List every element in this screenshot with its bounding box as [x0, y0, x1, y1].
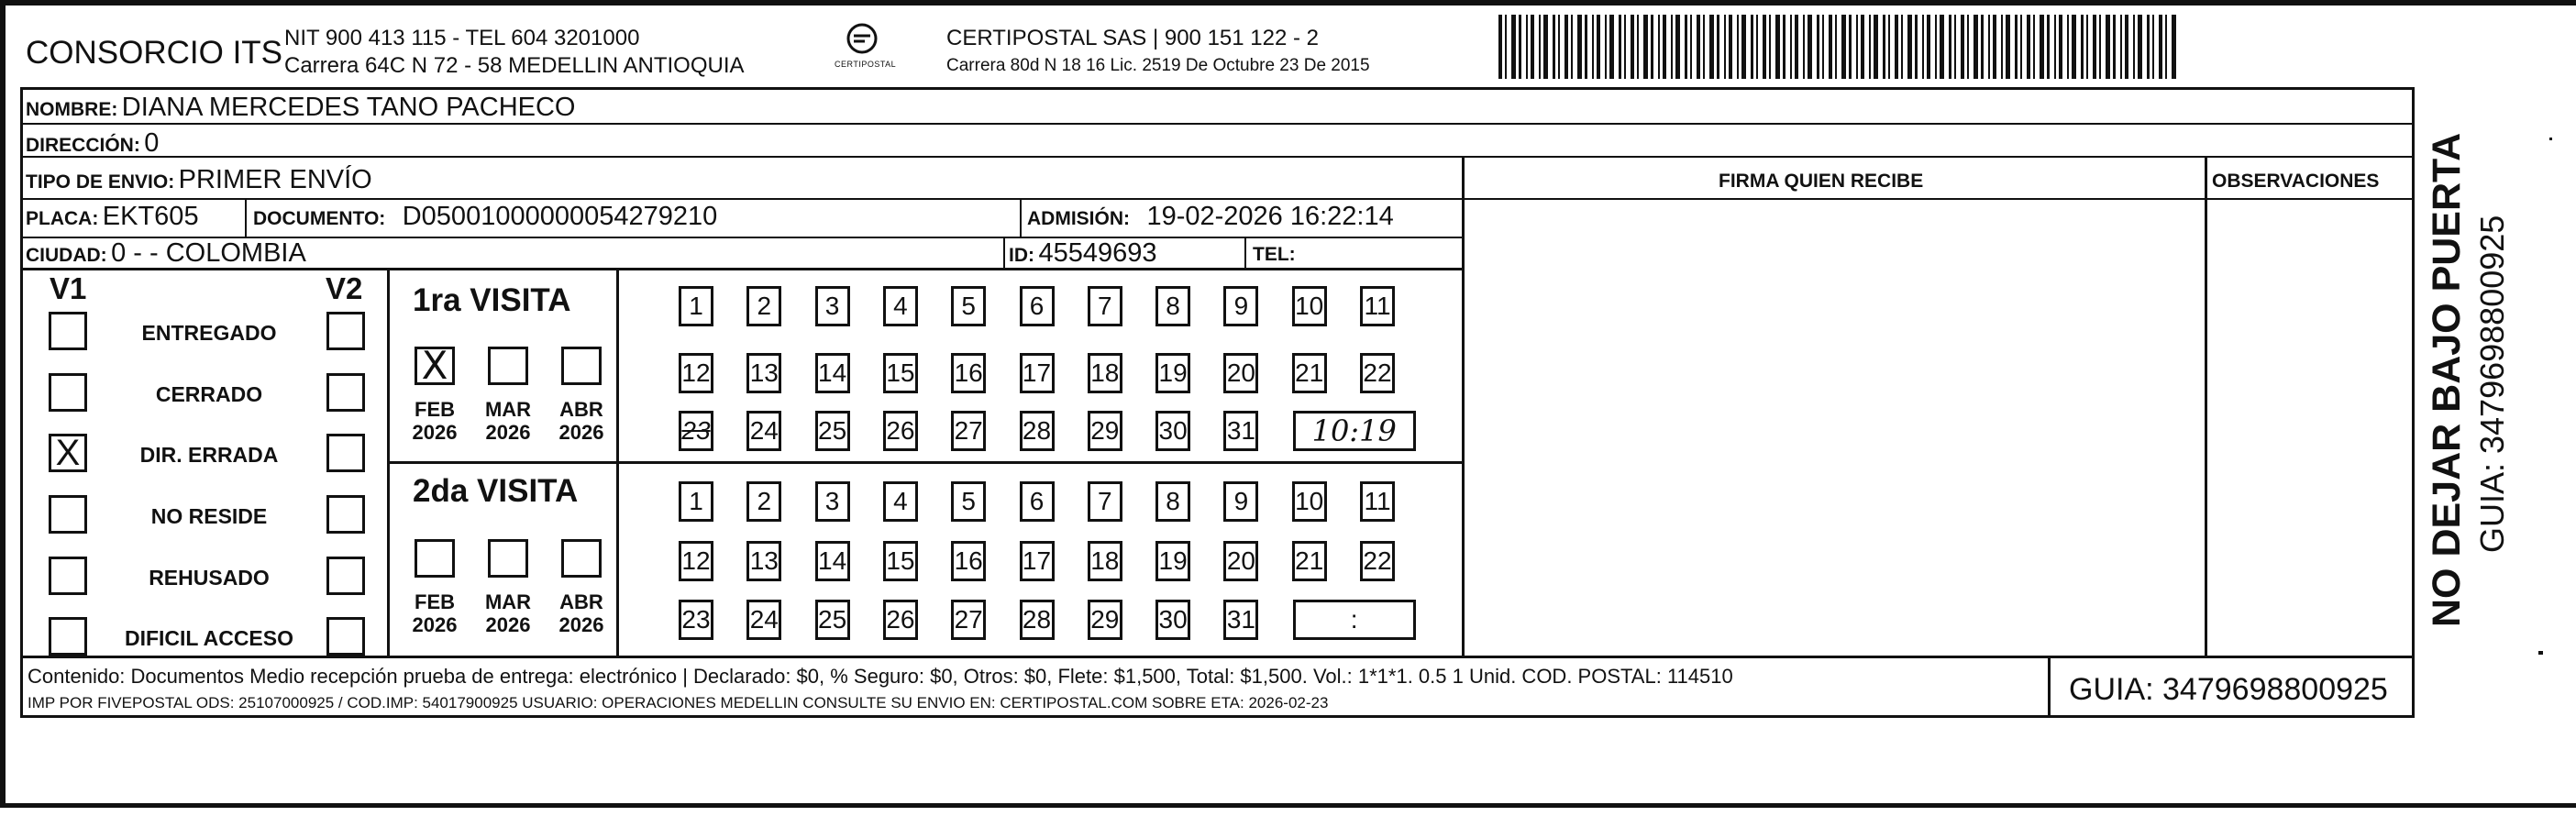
barcode-bar — [1915, 15, 1918, 79]
barcode-bar — [1558, 15, 1560, 79]
second-visit-day-14[interactable]: 14 — [815, 541, 850, 581]
second-visit-day-19[interactable]: 19 — [1155, 541, 1190, 581]
second-visit-day-5[interactable]: 5 — [951, 481, 986, 522]
ciudad-value: 0 - - COLOMBIA — [111, 238, 306, 268]
first-visit-day-30[interactable]: 30 — [1155, 411, 1190, 451]
first-visit-day-11[interactable]: 11 — [1360, 286, 1395, 326]
second-visit-month-feb[interactable] — [415, 539, 455, 578]
barcode-bar — [1605, 15, 1607, 79]
first-visit-day-7[interactable]: 7 — [1088, 286, 1122, 326]
barcode-bar — [1922, 15, 1924, 79]
barcode-bar — [1609, 15, 1614, 79]
barcode-bar — [1675, 15, 1680, 79]
bottom-border — [0, 803, 2576, 808]
barcode-bar — [1822, 15, 1824, 79]
admision-label: ADMISIÓN: — [1027, 208, 1130, 229]
certipostal-logo — [830, 20, 897, 75]
barcode-bar — [1940, 15, 1944, 79]
barcode-bar — [1861, 15, 1864, 79]
barcode-bar — [1729, 15, 1732, 79]
form-frame — [20, 87, 2415, 718]
barcode-bar — [1935, 15, 1937, 79]
second-visit-day-15[interactable]: 15 — [883, 541, 918, 581]
placa-label: PLACA: — [26, 208, 99, 229]
barcode-bar — [1526, 15, 1528, 79]
barcode-bar — [1505, 15, 1507, 79]
first-visit-month-label: MAR 2026 — [484, 398, 532, 445]
barcode-bar — [2040, 15, 2044, 79]
barcode-bar — [2106, 15, 2110, 79]
row-line — [1462, 198, 2415, 200]
barcode-bar — [1869, 15, 1871, 79]
second-visit-day-1[interactable]: 1 — [679, 481, 713, 522]
nombre-value: DIANA MERCEDES TANO PACHECO — [121, 93, 576, 122]
second-visit-day-8[interactable]: 8 — [1155, 481, 1190, 522]
barcode-bar — [1988, 15, 1990, 79]
first-visit-day-24[interactable]: 24 — [746, 411, 781, 451]
second-visit-day-25[interactable]: 25 — [815, 600, 850, 640]
barcode-bar — [1592, 15, 1594, 79]
barcode-bar — [1585, 15, 1587, 79]
first-visit-day-10[interactable]: 10 — [1292, 286, 1327, 326]
barcode-bar — [1888, 15, 1890, 79]
second-visit-time[interactable]: : — [1293, 600, 1416, 640]
first-visit-day-6[interactable]: 6 — [1020, 286, 1055, 326]
second-visit-day-21[interactable]: 21 — [1292, 541, 1327, 581]
v2-checkbox-no-reside[interactable] — [326, 495, 365, 534]
barcode-bar — [2086, 15, 2088, 79]
barcode-bar — [2006, 15, 2010, 79]
barcode-bar — [1981, 15, 1984, 79]
barcode-bar — [2054, 15, 2056, 79]
first-visit-day-4[interactable]: 4 — [883, 286, 918, 326]
barcode-bar — [1841, 15, 1846, 79]
nit-line: NIT 900 413 115 - TEL 604 3201000 — [284, 26, 640, 50]
second-visit-day-27[interactable]: 27 — [951, 600, 986, 640]
tipo-label: TIPO DE ENVIO: — [26, 171, 175, 193]
barcode-bar — [1671, 15, 1673, 79]
direccion-value: 0 — [144, 128, 160, 158]
first-visit-title: 1ra VISITA — [413, 282, 571, 318]
tipo-row — [26, 167, 372, 193]
second-visit-title: 2da VISITA — [413, 473, 579, 509]
documento-value: D05001000000054279210 — [402, 202, 718, 231]
guia-vertical: GUIA: 3479698800925 — [2473, 215, 2511, 553]
barcode-bar — [2072, 15, 2076, 79]
barcode-bar — [2165, 15, 2167, 79]
barcode-bar — [1927, 15, 1930, 79]
nombre-label: NOMBRE: — [26, 99, 118, 120]
ciudad-label: CIUDAD: — [26, 245, 107, 266]
v1-checkbox-dir-errada[interactable]: X — [49, 434, 87, 472]
second-visit-day-9[interactable]: 9 — [1223, 481, 1258, 522]
first-visit-day-9[interactable]: 9 — [1223, 286, 1258, 326]
placa-value: EKT605 — [102, 202, 199, 231]
first-visit-month-label: FEB 2026 — [412, 398, 458, 445]
barcode-bar — [2099, 15, 2101, 79]
v2-checkbox-entregado[interactable] — [326, 312, 365, 350]
barcode-bar — [1658, 15, 1660, 79]
second-visit-day-20[interactable]: 20 — [1223, 541, 1258, 581]
first-visit-day-16[interactable]: 16 — [951, 353, 986, 393]
barcode-bar — [1637, 15, 1639, 79]
status-label-dificil-acceso: DIFICIL ACCESO — [124, 626, 293, 650]
second-visit-day-16[interactable]: 16 — [951, 541, 986, 581]
direccion-row — [26, 130, 159, 157]
barcode-bar — [1685, 15, 1687, 79]
no-dejar-bajo-puerta: NO DEJAR BAJO PUERTA — [2425, 132, 2469, 627]
barcode-bar — [2159, 15, 2162, 79]
barcode-bar — [1835, 15, 1837, 79]
logo-text: CERTIPOSTAL — [835, 60, 897, 69]
barcode-bar — [2093, 15, 2096, 79]
barcode-bar — [1564, 15, 1568, 79]
barcode-bar — [1724, 15, 1726, 79]
barcode-bar — [1498, 15, 1502, 79]
barcode-bar — [1741, 15, 1746, 79]
first-visit-day-18[interactable]: 18 — [1088, 353, 1122, 393]
id-label: ID: — [1009, 245, 1034, 266]
first-visit-day-19[interactable]: 19 — [1155, 353, 1190, 393]
col-line — [245, 200, 247, 237]
col-line — [2048, 658, 2051, 718]
barcode-bar — [2015, 15, 2018, 79]
barcode-bar — [1709, 15, 1714, 79]
second-visit-month-abr[interactable] — [561, 539, 602, 578]
status-label-rehusado: REHUSADO — [149, 566, 270, 590]
first-visit-day-13[interactable]: 13 — [746, 353, 781, 393]
ciudad-row — [26, 240, 306, 267]
barcode-bar — [1571, 15, 1573, 79]
nombre-row — [26, 94, 575, 121]
first-visit-day-17[interactable]: 17 — [1020, 353, 1055, 393]
guia-footer: GUIA: 3479698800925 — [2069, 672, 2388, 707]
first-visit-day-20[interactable]: 20 — [1223, 353, 1258, 393]
second-visit-day-2[interactable]: 2 — [746, 481, 781, 522]
v1-checkbox-rehusado[interactable] — [49, 557, 87, 595]
second-visit-month-mar[interactable] — [488, 539, 528, 578]
second-visit-day-11[interactable]: 11 — [1360, 481, 1395, 522]
row-line — [20, 156, 2415, 158]
first-visit-day-25[interactable]: 25 — [815, 411, 850, 451]
second-visit-day-3[interactable]: 3 — [815, 481, 850, 522]
first-visit-day-26[interactable]: 26 — [883, 411, 918, 451]
col-line — [1244, 237, 1246, 268]
imp-line: IMP POR FIVEPOSTAL ODS: 25107000925 / COD.IMP: 54017900925 USUARIO: OPERACIONES MEDELLIN CONSULTE SU ENVIO EN: CERTIPOSTAL.COM SOBRE ETA: 2026-02-23 — [28, 694, 1329, 711]
col-line — [1003, 237, 1005, 268]
barcode-bar — [2067, 15, 2069, 79]
tipo-value: PRIMER ENVÍO — [178, 165, 372, 194]
address-line: Carrera 64C N 72 - 58 MEDELLIN ANTIOQUIA — [284, 53, 745, 78]
first-visit-month-label: ABR 2026 — [558, 398, 604, 445]
contenido-line: Contenido: Documentos Medio recepción prueba de entrega: electrónico | Declarado: $0, % Seguro: $0, Otros: $0, Flete: $1,500, Total: $1,500. Vol.: 1*1*1. 0.5 1 Unid. COD. POSTAL: 114510 — [28, 665, 1733, 688]
carrier-address: Carrera 80d N 18 16 Lic. 2519 De Octubre 23 De 2015 — [946, 56, 1370, 75]
barcode-bar — [2133, 15, 2135, 79]
barcode-bar — [1993, 15, 1996, 79]
barcode-bar — [1829, 15, 1832, 79]
barcode-bar — [2113, 15, 2116, 79]
tel-label: TEL: — [1253, 244, 1296, 265]
first-visit-day-2[interactable]: 2 — [746, 286, 781, 326]
barcode-bar — [1783, 15, 1786, 79]
barcode-bar — [2027, 15, 2030, 79]
barcode-bar — [1511, 15, 1516, 79]
placa-row — [26, 204, 199, 230]
barcode-bar — [1954, 15, 1956, 79]
documento-label: DOCUMENTO: — [253, 208, 386, 229]
second-visit-day-7[interactable]: 7 — [1088, 481, 1122, 522]
top-border — [0, 0, 2576, 6]
admision-row — [1027, 204, 1394, 230]
second-visit-day-29[interactable]: 29 — [1088, 600, 1122, 640]
barcode-bar — [1901, 15, 1903, 79]
barcode-bar — [1756, 15, 1758, 79]
second-visit-day-13[interactable]: 13 — [746, 541, 781, 581]
status-label-no-reside: NO RESIDE — [150, 504, 268, 528]
barcode-bar — [1643, 15, 1648, 79]
second-visit-day-24[interactable]: 24 — [746, 600, 781, 640]
barcode-bar — [1808, 15, 1812, 79]
barcode-bar — [1543, 15, 1548, 79]
v2-checkbox-dir-errada[interactable] — [326, 434, 365, 472]
first-visit-month-feb[interactable]: X — [415, 347, 455, 385]
first-visit-day-29[interactable]: 29 — [1088, 411, 1122, 451]
id-row — [1009, 240, 1156, 267]
barcode-bar — [1631, 15, 1634, 79]
first-visit-day-5[interactable]: 5 — [951, 286, 986, 326]
firma-label: FIRMA QUIEN RECIBE — [1719, 171, 1924, 192]
first-visit-day-21[interactable]: 21 — [1292, 353, 1327, 393]
status-label-cerrado: CERRADO — [155, 382, 263, 406]
v1-checkbox-entregado[interactable] — [49, 312, 87, 350]
barcode-bar — [2047, 15, 2050, 79]
barcode-bar — [1856, 15, 1858, 79]
barcode-bar — [1961, 15, 1964, 79]
second-visit-day-23[interactable]: 23 — [679, 600, 713, 640]
barcode-bar — [1803, 15, 1805, 79]
second-visit-day-12[interactable]: 12 — [679, 541, 713, 581]
first-visit-day-22[interactable]: 22 — [1360, 353, 1395, 393]
first-visit-day-28[interactable]: 28 — [1020, 411, 1055, 451]
barcode-bar — [1967, 15, 1969, 79]
second-visit-day-26[interactable]: 26 — [883, 600, 918, 640]
second-visit-day-10[interactable]: 10 — [1292, 481, 1327, 522]
barcode-bar — [1895, 15, 1898, 79]
barcode-bar — [2125, 15, 2128, 79]
admision-value: 19-02-2026 16:22:14 — [1146, 202, 1394, 231]
barcode-bar — [1907, 15, 1912, 79]
barcode-bar — [2033, 15, 2035, 79]
barcode-bar — [1531, 15, 1534, 79]
barcode-bar — [1763, 15, 1766, 79]
barcode-bar — [1519, 15, 1521, 79]
barcode-bar — [1690, 15, 1692, 79]
stray-dot — [2538, 651, 2543, 655]
row-line — [20, 123, 2415, 125]
first-visit-day-14[interactable]: 14 — [815, 353, 850, 393]
company-name: CONSORCIO ITS — [26, 35, 283, 71]
second-visit-day-30[interactable]: 30 — [1155, 600, 1190, 640]
barcode-bar — [1817, 15, 1819, 79]
first-visit-day-23[interactable]: 23 — [679, 411, 713, 451]
barcode-bar — [1717, 15, 1719, 79]
barcode-bar — [1769, 15, 1771, 79]
barcode-bar — [1849, 15, 1852, 79]
barcode — [1498, 15, 2182, 81]
v1-label: V1 — [50, 271, 87, 305]
first-visit-day-15[interactable]: 15 — [883, 353, 918, 393]
second-visit-day-6[interactable]: 6 — [1020, 481, 1055, 522]
second-visit-day-18[interactable]: 18 — [1088, 541, 1122, 581]
barcode-bar — [1751, 15, 1753, 79]
second-visit-day-17[interactable]: 17 — [1020, 541, 1055, 581]
barcode-bar — [2001, 15, 2003, 79]
barcode-bar — [1697, 15, 1700, 79]
row-line — [20, 656, 2415, 658]
status-label-entregado: ENTREGADO — [141, 321, 277, 345]
col-line — [2205, 156, 2207, 656]
v2-label: V2 — [326, 271, 363, 305]
observaciones-label: OBSERVACIONES — [2212, 171, 2380, 192]
second-visit-month-label: MAR 2026 — [484, 590, 532, 637]
v1-checkbox-no-reside[interactable] — [49, 495, 87, 534]
barcode-bar — [2020, 15, 2022, 79]
direccion-label: DIRECCIÓN: — [26, 135, 140, 156]
v1-checkbox-dificil-acceso[interactable] — [49, 617, 87, 656]
second-visit-day-31[interactable]: 31 — [1223, 600, 1258, 640]
barcode-bar — [1874, 15, 1878, 79]
barcode-bar — [1539, 15, 1541, 79]
barcode-bar — [1703, 15, 1705, 79]
col-line — [1462, 156, 1465, 656]
barcode-bar — [1651, 15, 1653, 79]
second-visit-month-label: FEB 2026 — [412, 590, 458, 637]
barcode-bar — [1790, 15, 1792, 79]
second-visit-day-22[interactable]: 22 — [1360, 541, 1395, 581]
first-visit-day-27[interactable]: 27 — [951, 411, 986, 451]
col-line — [1020, 200, 1022, 237]
v2-checkbox-dificil-acceso[interactable] — [326, 617, 365, 656]
first-visit-day-1[interactable]: 1 — [679, 286, 713, 326]
barcode-bar — [1619, 15, 1621, 79]
first-visit-month-mar[interactable] — [488, 347, 528, 385]
first-visit-day-3[interactable]: 3 — [815, 286, 850, 326]
first-visit-day-31[interactable]: 31 — [1223, 411, 1258, 451]
barcode-bar — [2059, 15, 2062, 79]
barcode-bar — [1795, 15, 1798, 79]
documento-row — [253, 204, 717, 230]
v1-checkbox-cerrado[interactable] — [49, 373, 87, 412]
row-line — [20, 198, 1462, 200]
barcode-bar — [1624, 15, 1626, 79]
barcode-bar — [1597, 15, 1600, 79]
v2-checkbox-rehusado[interactable] — [326, 557, 365, 595]
second-visit-month-label: ABR 2026 — [558, 590, 604, 637]
barcode-bar — [2172, 15, 2176, 79]
barcode-bar — [2152, 15, 2154, 79]
status-label-dir-errada: DIR. ERRADA — [139, 443, 279, 467]
first-visit-day-12[interactable]: 12 — [679, 353, 713, 393]
barcode-bar — [1973, 15, 1978, 79]
barcode-bar — [2081, 15, 2084, 79]
barcode-bar — [1577, 15, 1582, 79]
second-visit-day-28[interactable]: 28 — [1020, 600, 1055, 640]
barcode-bar — [1883, 15, 1885, 79]
col-line — [387, 461, 1462, 464]
first-visit-month-abr[interactable] — [561, 347, 602, 385]
barcode-bar — [2147, 15, 2150, 79]
id-value: 45549693 — [1038, 238, 1157, 268]
row-line — [20, 268, 1462, 270]
barcode-bar — [1775, 15, 1780, 79]
barcode-bar — [1553, 15, 1555, 79]
first-visit-day-8[interactable]: 8 — [1155, 286, 1190, 326]
barcode-bar — [1737, 15, 1739, 79]
barcode-bar — [1663, 15, 1666, 79]
first-visit-time[interactable]: 10:19 — [1293, 411, 1416, 451]
v2-checkbox-cerrado[interactable] — [326, 373, 365, 412]
stray-dot — [2549, 138, 2552, 140]
barcode-bar — [2138, 15, 2142, 79]
left-border — [0, 0, 6, 807]
barcode-bar — [1949, 15, 1951, 79]
second-visit-day-4[interactable]: 4 — [883, 481, 918, 522]
barcode-bar — [2120, 15, 2122, 79]
carrier-line: CERTIPOSTAL SAS | 900 151 122 - 2 — [946, 26, 1319, 50]
